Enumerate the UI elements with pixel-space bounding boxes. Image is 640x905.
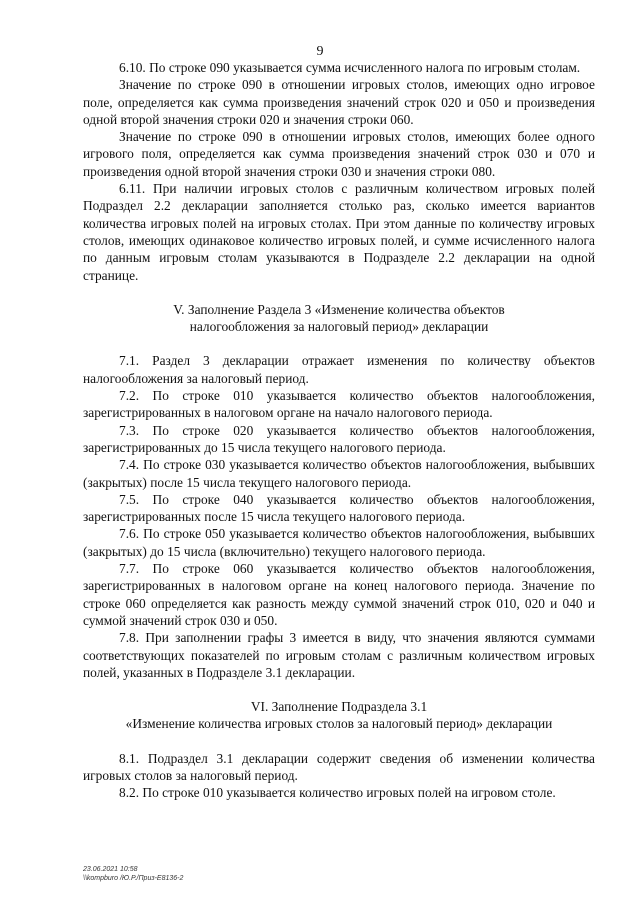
- section-6-heading: [83, 698, 595, 733]
- paragraph-090-multi-field: Значение по строке 090 в отношении игровых столов, имеющих более одного игрового поля, определяется как сумма произведения значений строк 030 и 070 и произведения одной второй значения строки 030 и значения строки 080.: [83, 129, 595, 179]
- print-stamp-datetime: 23.06.2021 10:58: [83, 866, 138, 873]
- section-6-heading-line1: VI. Заполнение Подраздела 3.1: [250, 699, 428, 715]
- paragraph-7-4: 7.4. По строке 030 указывается количество объектов налогообложения, выбывших (закрытых) после 15 числа текущего налогового периода.: [83, 457, 595, 490]
- paragraph-7-8: 7.8. При заполнении графы 3 имеется в виду, что значения являются суммами соответствующих показателей по игровым столам с различным количеством игровых полей, указанных в Подразделе 3.1 декларации.: [83, 630, 595, 680]
- print-stamp-path: \\kompburo /Ю.Р./Приз-Е8136-2: [83, 875, 184, 882]
- document-body: [83, 59, 595, 802]
- paragraph-8-2: 8.2. По строке 010 указывается количество игровых полей на игровом столе.: [119, 785, 556, 801]
- paragraph-8-1: 8.1. Подраздел 3.1 декларации содержит сведения об изменении количества игровых столов за налоговый период.: [83, 750, 595, 783]
- paragraph-7-3: 7.3. По строке 020 указывается количество объектов налогообложения, зарегистрированных до 15 числа текущего налогового периода.: [83, 422, 595, 455]
- print-stamp: [83, 865, 183, 883]
- paragraph-6-11: 6.11. При наличии игровых столов с различным количеством игровых полей Подраздел 2.2 декларации заполняется столько раз, сколько имеется вариантов количества игровых полей на игровых столах. При этом данные по количеству игровых столов, имеющих одинаковое количество игровых полей, и сумме исчисленного налога по данным игровым столам указываются в Подразделе 2.2 декларации на одной странице.: [83, 181, 595, 283]
- paragraph-6-10: 6.10. По строке 090 указывается сумма исчисленного налога по игровым столам.: [119, 60, 581, 75]
- section-6-heading-line2: «Изменение количества игровых столов за налоговый период» декларации: [125, 716, 553, 732]
- paragraph-7-1: 7.1. Раздел 3 декларации отражает изменения по количеству объектов налогообложения за налоговый период.: [83, 353, 595, 386]
- paragraph-7-7: 7.7. По строке 060 указывается количество объектов налогообложения, зарегистрированных в налоговом органе на конец налогового периода. Значение по строке 060 определяется как разность между суммой значений строк 010, 020 и 040 и суммой значений строк 030 и 050.: [83, 561, 595, 628]
- paragraph-7-2: 7.2. По строке 010 указывается количество объектов налогообложения, зарегистрированных в налоговом органе на начало налогового периода.: [83, 388, 595, 421]
- section-5-heading-line1: V. Заполнение Раздела 3 «Изменение количества объектов: [173, 301, 505, 317]
- paragraph-7-5: 7.5. По строке 040 указывается количество объектов налогообложения, зарегистрированных после 15 числа текущего налогового периода.: [83, 491, 595, 525]
- section-5-heading: [83, 301, 595, 336]
- section-5-heading-line2: налогообложения за налоговый период» декларации: [189, 319, 489, 335]
- paragraph-7-6: 7.6. По строке 050 указывается количество объектов налогообложения, выбывших (закрытых) до 15 числа (включительно) текущего налогового периода.: [83, 526, 595, 559]
- paragraph-090-one-field: Значение по строке 090 в отношении игровых столов, имеющих одно игровое поле, определяется как сумма произведения значений строк 020 и 050 и произведения одной второй значения строки 020 и значения строки 060.: [83, 77, 595, 127]
- page-number: 9: [316, 44, 324, 59]
